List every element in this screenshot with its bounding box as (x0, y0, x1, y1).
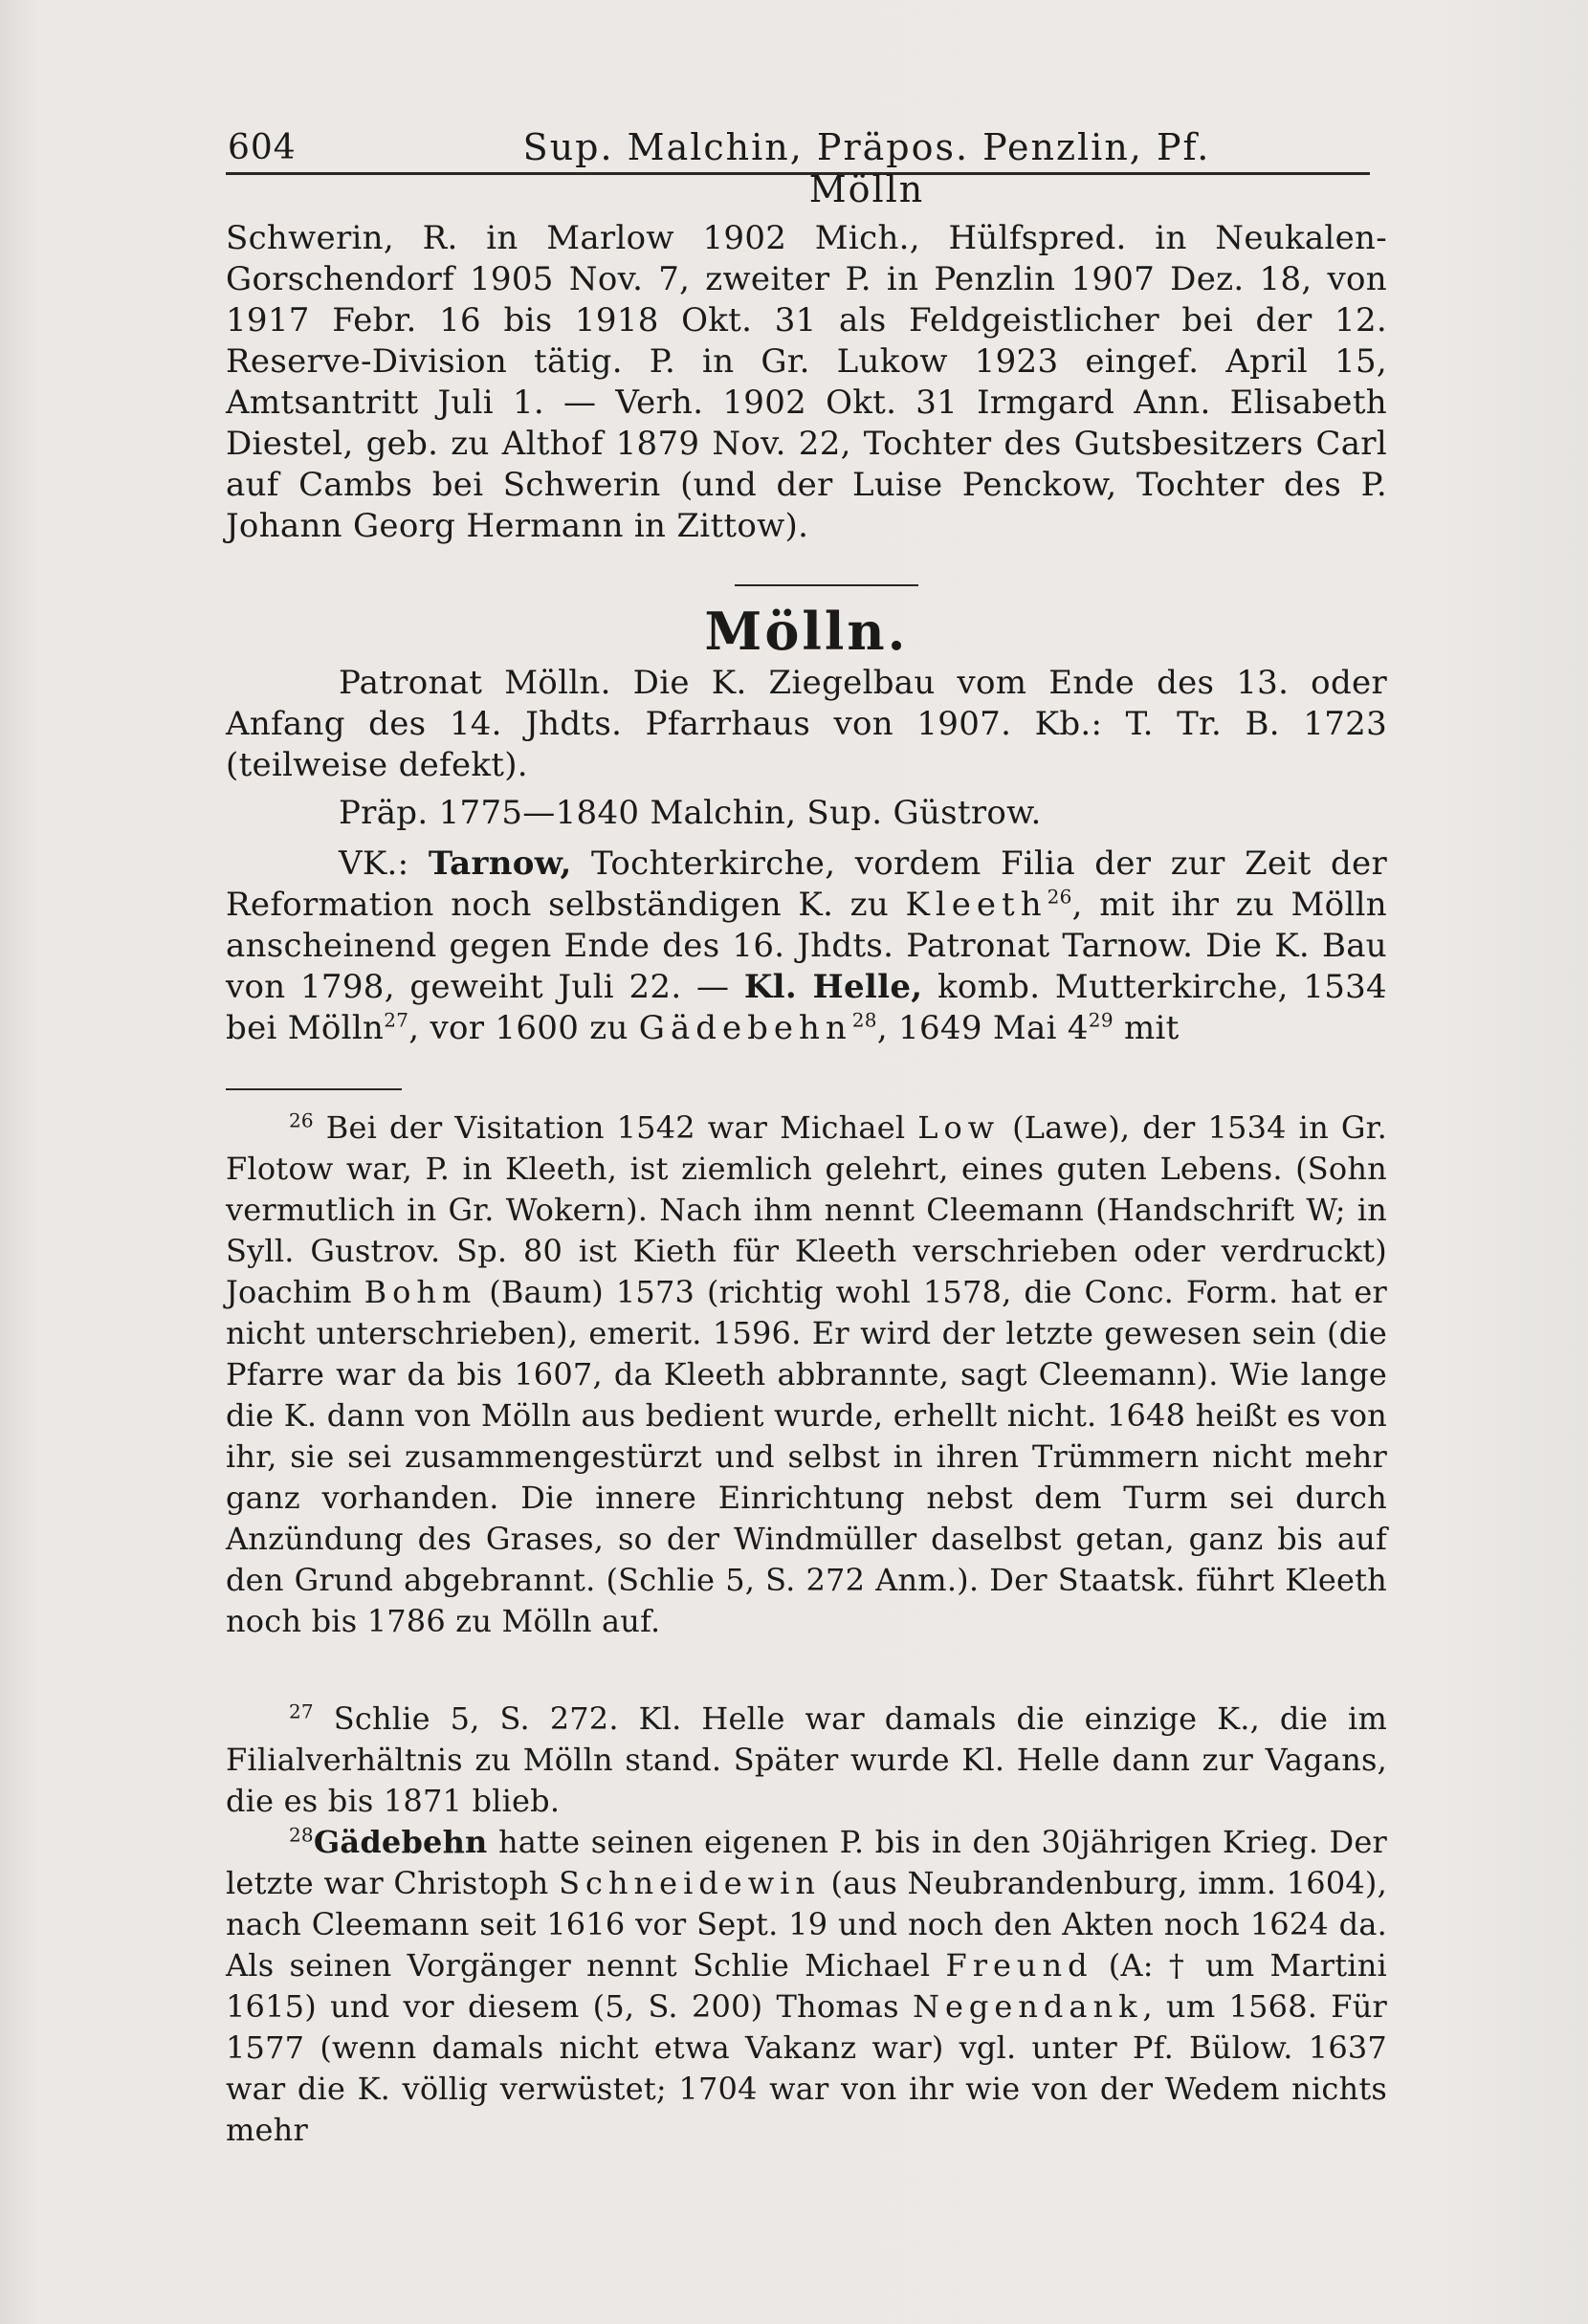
footnote-text: , um 1568. Für 1577 (wenn damals nicht etwa Vakanz war) vgl. unter Pf. Bülow. 1637 war die K. völlig verwüstet; 1704 war von ihr wie von der Wedem nichts mehr (226, 1988, 1388, 2148)
name-negendank: Negendank (912, 1988, 1143, 2025)
place-kleeth: Kleeth (905, 886, 1048, 924)
footnote-text: Schlie 5, S. 272. Kl. Helle war damals die einzige K., die im Filialverhältnis zu Mölln stand. Später wurde Kl. Helle dann zur Vagans, die es bis 1871 blieb. (226, 1700, 1387, 1819)
place-gaedebehn: Gädebehn (313, 1824, 488, 1860)
place-gaedebehn: Gädebehn (638, 1009, 852, 1047)
footnote-ref-27: 27 (384, 1008, 409, 1032)
footnote-number: 26 (289, 1108, 314, 1132)
name-bohm: Bohm (364, 1274, 477, 1310)
paragraph-praepositur: Präp. 1775—1840 Malchin, Sup. Güstrow. (339, 794, 1042, 832)
running-title: Sup. Malchin, Präpos. Penzlin, Pf. Mölln (522, 126, 1211, 210)
paragraph-vk (226, 844, 1387, 1049)
footnote-28 (226, 1822, 1387, 2151)
section-title: Mölln. (704, 601, 909, 662)
footnote-text: (A: † um Martini 1615) und vor diesem (5, S. 200) Thomas (226, 1947, 1387, 2025)
footnote-27 (226, 1699, 1387, 1822)
place-tarnow: Tarnow, (428, 844, 572, 883)
footnote-text: (Baum) 1573 (richtig wohl 1578, die Conc. Form. hat er nicht unterschrieben), emerit. 1596. Er wird der letzte gewesen sein (die Pfarre war da bis 1607, da Kleeth abbrannte, sagt Cleemann). Wie lange die K. dann von Mölln aus bedient wurde, erhellt nicht. 1648 heißt es von ihr, sie sei zusammengestürzt und selbst in ihren Trümmern nicht mehr ganz vorhanden. Die innere Einrichtung nebst dem Turm sei durch Anzündung des Grases, so der Windmüller daselbst getan, ganz bis auf den Grund abgebrannt. (Schlie 5, S. 272 Anm.). Der Staatsk. führt Kleeth noch bis 1786 zu Mölln auf. (226, 1274, 1387, 1639)
paragraph-continuation: Schwerin, R. in Marlow 1902 Mich., Hülfspred. in Neukalen-Gorschendorf 1905 Nov. 7, zweiter P. in Penzlin 1907 Dez. 18, von 1917 Febr. 16 bis 1918 Okt. 31 als Feldgeistlicher bei der 12. Reserve-Division tätig. P. in Gr. Lukow 1923 eingef. April 15, Amtsantritt Juli 1. — Verh. 1902 Okt. 31 Irmgard Ann. Elisabeth Diestel, geb. zu Althof 1879 Nov. 22, Tochter des Gutsbesitzers Carl auf Cambs bei Schwerin (und der Luise Penckow, Tochter des P. Johann Georg Hermann in Zittow). (226, 219, 1387, 545)
vk-text-5: , vor 1600 zu (408, 1009, 639, 1047)
section-divider (735, 584, 918, 586)
vk-text-4: komb. Mutterkirche, 1534 bei Mölln (226, 968, 1387, 1047)
vk-text-6: , 1649 Mai 4 (876, 1009, 1089, 1047)
footnote-ref-26: 26 (1047, 885, 1072, 909)
footnote-26 (226, 1107, 1387, 1642)
vk-text-2: Tochterkirche, vordem Filia der zur Zeit der Reformation noch selbständigen K. zu (226, 844, 1387, 924)
footnote-number: 27 (289, 1699, 314, 1723)
place-kl-helle: Kl. Helle, (743, 968, 923, 1006)
vk-text-1: VK.: (339, 844, 429, 883)
name-freund: Freund (945, 1947, 1093, 1984)
footnote-text: hatte seinen eigenen P. bis in den 30jährigen Krieg. Der letzte war Christoph (226, 1824, 1387, 1901)
footnote-number: 28 (289, 1823, 314, 1847)
name-low: Low (917, 1109, 1001, 1146)
name-schneidewin: Schneidewin (559, 1865, 821, 1901)
footnote-text: Bei der Visitation 1542 war Michael (313, 1109, 918, 1146)
footnote-text: (aus Neubrandenburg, imm. 1604), nach Cleemann seit 1616 vor Sept. 19 und noch den Akten noch 1624 da. Als seinen Vorgänger nennt Schlie Michael (226, 1865, 1387, 1984)
footnote-ref-29: 29 (1088, 1008, 1114, 1032)
vk-text-3: , mit ihr zu Mölln anscheinend gegen Ende des 16. Jhdts. Patronat Tarnow. Die K. Bau von 1798, geweiht Juli 22. — (226, 886, 1387, 1006)
paragraph-patronat: Patronat Mölln. Die K. Ziegelbau vom Ende des 13. oder Anfang des 14. Jhdts. Pfarrhaus von 1907. Kb.: T. Tr. B. 1723 (teilweise defekt). (226, 664, 1387, 784)
footnote-ref-28: 28 (851, 1008, 877, 1032)
page-number: 604 (228, 128, 297, 167)
footnote-text: (Lawe), der 1534 in Gr. Flotow war, P. in Kleeth, ist ziemlich gelehrt, eines guten Lebens. (Sohn vermutlich in Gr. Wokern). Nach ihm nennt Cleemann (Handschrift W; in Syll. Gustrov. Sp. 80 ist Kieth für Kleeth verschrieben oder verdruckt) Joachim (226, 1109, 1387, 1310)
page-header (226, 124, 1370, 210)
footnote-rule (226, 1088, 402, 1090)
vk-text-7: mit (1113, 1009, 1180, 1047)
